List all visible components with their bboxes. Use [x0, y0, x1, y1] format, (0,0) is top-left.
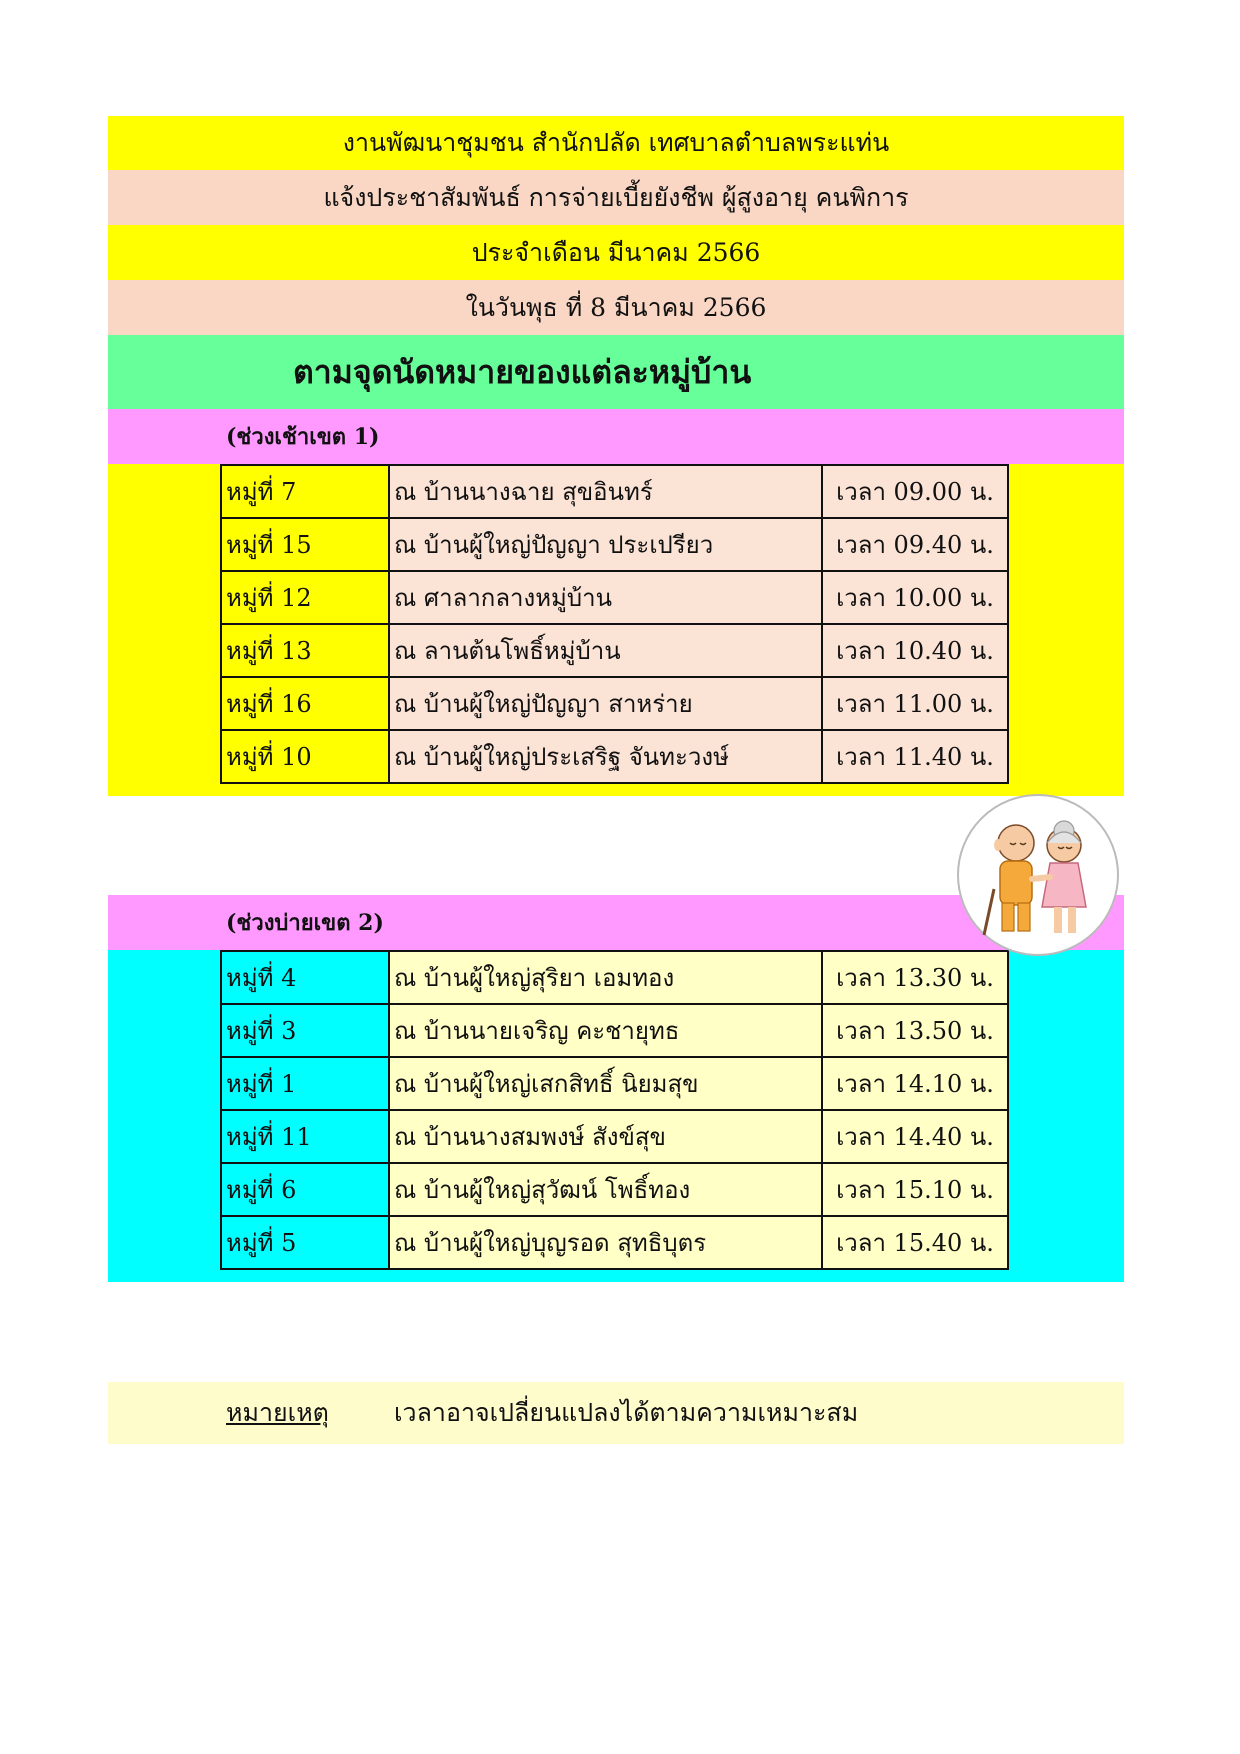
village-cell: หมู่ที่ 11	[221, 1110, 389, 1163]
village-cell: หมู่ที่ 3	[221, 1004, 389, 1057]
place-cell: ณ บ้านผู้ใหญ่บุญรอด สุทธิบุตร	[389, 1216, 822, 1269]
table-row	[221, 951, 1008, 1004]
village-cell: หมู่ที่ 1	[221, 1057, 389, 1110]
zone-1-label-text: (ช่วงเช้าเขต 1)	[226, 424, 380, 450]
place-cell: ณ บ้านผู้ใหญ่สุริยา เอมทอง	[389, 951, 822, 1004]
place-cell: ณ ลานต้นโพธิ์หมู่บ้าน	[389, 624, 822, 677]
zone-1-schedule-table	[220, 464, 1009, 784]
village-cell: หมู่ที่ 6	[221, 1163, 389, 1216]
page-heading-text: ตามจุดนัดหมายของแต่ละหมู่บ้าน	[293, 352, 752, 391]
time-cell: เวลา 13.50 น.	[822, 1004, 1008, 1057]
table-row	[221, 677, 1008, 730]
place-cell: ณ บ้านผู้ใหญ่ปัญญา สาหร่าย	[389, 677, 822, 730]
header-line-1: งานพัฒนาชุมชน สำนักปลัด เทศบาลตำบลพระแท่น	[108, 116, 1124, 170]
header-line-4: ในวันพุธ ที่ 8 มีนาคม 2566	[108, 280, 1124, 335]
table-row	[221, 1057, 1008, 1110]
time-cell: เวลา 14.10 น.	[822, 1057, 1008, 1110]
place-cell: ณ บ้านผู้ใหญ่เสกสิทธิ์ นิยมสุข	[389, 1057, 822, 1110]
table-row	[221, 571, 1008, 624]
place-cell: ณ บ้านนายเจริญ คะชายุทธ	[389, 1004, 822, 1057]
note-label: หมายเหตุ	[226, 1398, 329, 1427]
time-cell: เวลา 15.10 น.	[822, 1163, 1008, 1216]
table-row	[221, 518, 1008, 571]
village-cell: หมู่ที่ 15	[221, 518, 389, 571]
time-cell: เวลา 10.00 น.	[822, 571, 1008, 624]
village-cell: หมู่ที่ 13	[221, 624, 389, 677]
time-cell: เวลา 11.00 น.	[822, 677, 1008, 730]
time-cell: เวลา 10.40 น.	[822, 624, 1008, 677]
time-cell: เวลา 11.40 น.	[822, 730, 1008, 783]
zone-2-label-text: (ช่วงบ่ายเขต 2)	[226, 910, 384, 936]
village-cell: หมู่ที่ 12	[221, 571, 389, 624]
place-cell: ณ ศาลากลางหมู่บ้าน	[389, 571, 822, 624]
village-cell: หมู่ที่ 7	[221, 465, 389, 518]
header-line-3: ประจำเดือน มีนาคม 2566	[108, 225, 1124, 280]
zone-2-schedule-table	[220, 950, 1009, 1270]
time-cell: เวลา 09.40 น.	[822, 518, 1008, 571]
time-cell: เวลา 09.00 น.	[822, 465, 1008, 518]
table-row	[221, 730, 1008, 783]
place-cell: ณ บ้านนางสมพงษ์ สังข์สุข	[389, 1110, 822, 1163]
village-cell: หมู่ที่ 4	[221, 951, 389, 1004]
zone-1-label	[108, 409, 1124, 464]
table-row	[221, 1163, 1008, 1216]
table-row	[221, 1004, 1008, 1057]
page-heading	[108, 335, 1124, 409]
elderly-couple-icon	[956, 793, 1120, 957]
village-cell: หมู่ที่ 10	[221, 730, 389, 783]
place-cell: ณ บ้านผู้ใหญ่ปัญญา ประเปรียว	[389, 518, 822, 571]
place-cell: ณ บ้านผู้ใหญ่สุวัฒน์ โพธิ์ทอง	[389, 1163, 822, 1216]
header-line-2: แจ้งประชาสัมพันธ์ การจ่ายเบี้ยยังชีพ ผู้สูงอายุ คนพิการ	[108, 170, 1124, 225]
table-row	[221, 1216, 1008, 1269]
note-text: เวลาอาจเปลี่ยนแปลงได้ตามความเหมาะสม	[394, 1398, 859, 1427]
table-row	[221, 465, 1008, 518]
place-cell: ณ บ้านผู้ใหญ่ประเสริฐ จันทะวงษ์	[389, 730, 822, 783]
table-row	[221, 1110, 1008, 1163]
time-cell: เวลา 14.40 น.	[822, 1110, 1008, 1163]
time-cell: เวลา 13.30 น.	[822, 951, 1008, 1004]
village-cell: หมู่ที่ 16	[221, 677, 389, 730]
table-row	[221, 624, 1008, 677]
village-cell: หมู่ที่ 5	[221, 1216, 389, 1269]
note-bar	[108, 1382, 1124, 1444]
place-cell: ณ บ้านนางฉาย สุขอินทร์	[389, 465, 822, 518]
time-cell: เวลา 15.40 น.	[822, 1216, 1008, 1269]
